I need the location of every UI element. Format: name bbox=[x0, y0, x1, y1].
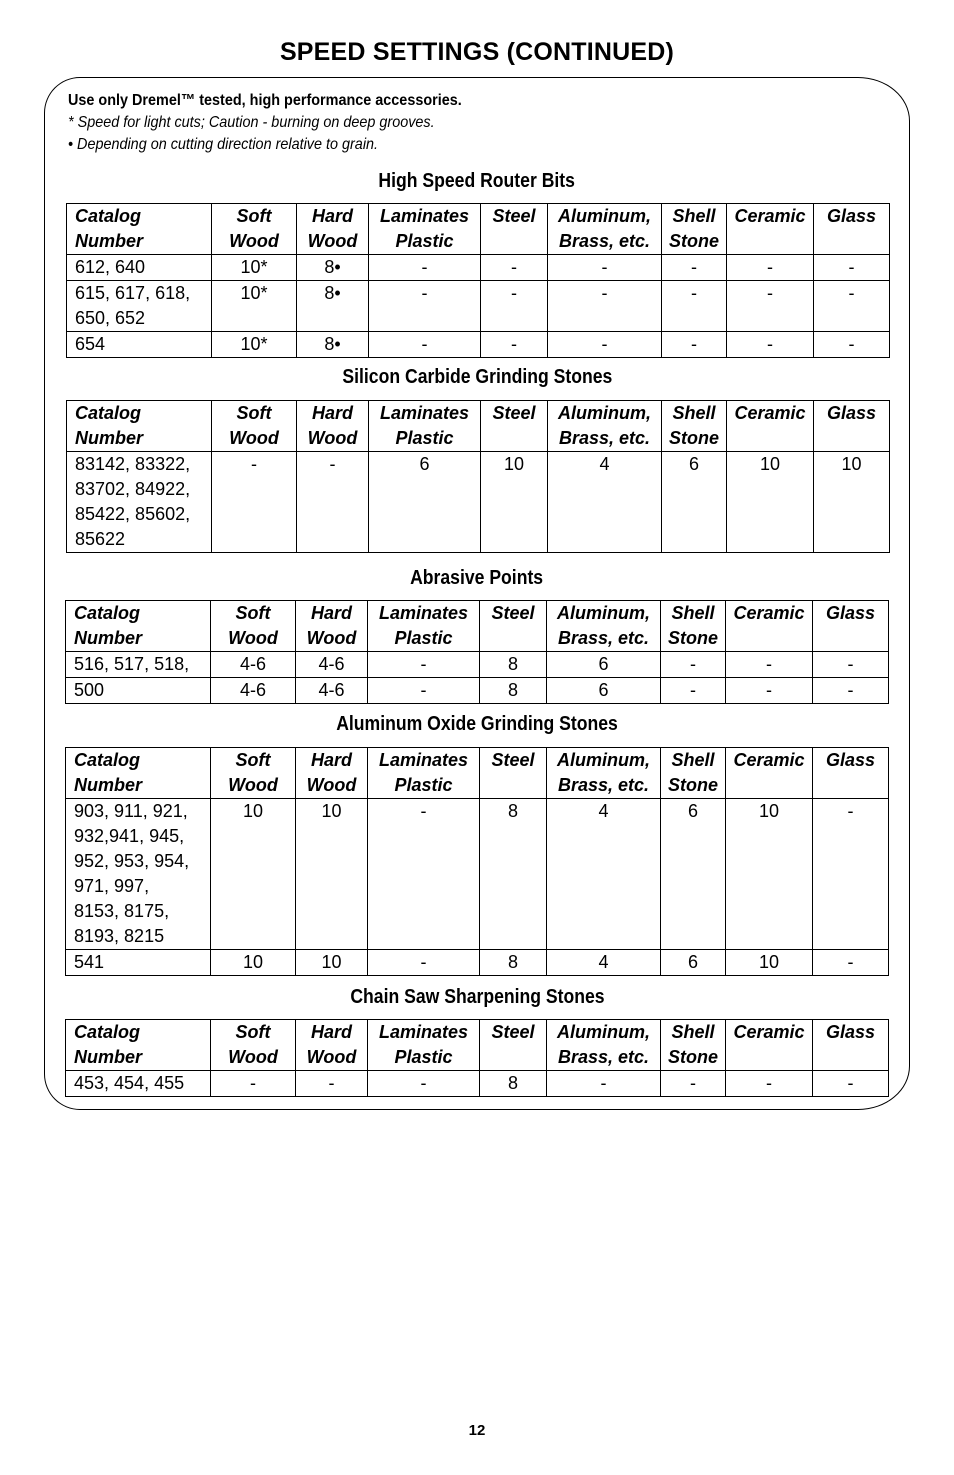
soft-wood-cell: 10* bbox=[212, 332, 297, 358]
table-row bbox=[67, 332, 890, 358]
table-header-row bbox=[67, 401, 890, 452]
ceramic-cell: 10 bbox=[726, 799, 813, 950]
section-title bbox=[0, 986, 954, 1009]
catalog-number-line: 654 bbox=[75, 334, 106, 354]
section-title bbox=[0, 366, 954, 389]
steel-cell: - bbox=[481, 332, 548, 358]
table-row bbox=[67, 281, 890, 332]
steel-cell: 8 bbox=[480, 950, 547, 976]
header-aluminum-brass-line: Brass, etc. bbox=[558, 428, 651, 448]
header-shell-stone bbox=[662, 401, 727, 452]
soft-wood-cell: 10 bbox=[211, 799, 296, 950]
header-soft-wood-line: Wood bbox=[229, 231, 279, 251]
header-steel-line: Steel bbox=[492, 206, 536, 226]
notes bbox=[68, 90, 506, 156]
speed-table bbox=[65, 600, 889, 704]
glass-cell: - bbox=[813, 950, 889, 976]
header-laminates-plastic bbox=[368, 601, 480, 652]
header-soft-wood-line: Wood bbox=[228, 1047, 278, 1067]
header-catalog-number-line: Number bbox=[74, 775, 143, 795]
header-hard-wood-line: Hard bbox=[311, 206, 353, 226]
glass-cell: - bbox=[814, 255, 890, 281]
header-steel bbox=[480, 601, 547, 652]
hard-wood-cell: 4-6 bbox=[296, 652, 368, 678]
header-glass-line: Glass bbox=[825, 750, 876, 770]
hard-wood-cell: 8• bbox=[297, 281, 369, 332]
header-laminates-plastic-line: Laminates bbox=[378, 750, 469, 770]
header-laminates-plastic bbox=[369, 401, 481, 452]
header-hard-wood-line: Hard bbox=[310, 603, 352, 623]
hard-wood-cell: 8• bbox=[297, 255, 369, 281]
catalog-number-line: 516, 517, 518, bbox=[74, 654, 190, 674]
note-grain-direction: • Depending on cutting direction relative to grain. bbox=[68, 136, 379, 153]
header-catalog-number-line: Catalog bbox=[75, 403, 142, 423]
shell-stone-cell: - bbox=[662, 332, 727, 358]
header-catalog-number bbox=[66, 601, 211, 652]
header-soft-wood bbox=[211, 601, 296, 652]
laminates-plastic-cell: - bbox=[369, 332, 481, 358]
header-hard-wood-line: Hard bbox=[310, 1022, 352, 1042]
header-soft-wood bbox=[211, 1020, 296, 1071]
header-glass bbox=[813, 748, 889, 799]
header-glass bbox=[814, 204, 890, 255]
header-shell-stone bbox=[661, 748, 726, 799]
laminates-plastic-cell: - bbox=[369, 281, 481, 332]
catalog-number-line: 971, 997, bbox=[74, 876, 150, 896]
section-title bbox=[0, 170, 954, 193]
soft-wood-cell: 4-6 bbox=[211, 652, 296, 678]
catalog-number-cell bbox=[66, 1071, 211, 1097]
table-row bbox=[66, 1071, 889, 1097]
header-soft-wood bbox=[211, 748, 296, 799]
aluminum-brass-cell: 6 bbox=[547, 678, 661, 704]
table-row bbox=[67, 255, 890, 281]
header-laminates-plastic-line: Plastic bbox=[394, 1047, 453, 1067]
ceramic-cell: - bbox=[726, 678, 813, 704]
header-soft-wood-line: Soft bbox=[235, 750, 271, 770]
catalog-number-cell bbox=[67, 332, 212, 358]
ceramic-cell: - bbox=[726, 1071, 813, 1097]
header-steel bbox=[481, 401, 548, 452]
header-shell-stone-line: Shell bbox=[671, 1022, 715, 1042]
header-hard-wood-line: Wood bbox=[307, 231, 358, 251]
header-soft-wood-line: Soft bbox=[236, 206, 272, 226]
catalog-number-line: 8193, 8215 bbox=[74, 926, 165, 946]
header-hard-wood bbox=[297, 204, 369, 255]
table-header-row bbox=[66, 601, 889, 652]
header-shell-stone-line: Stone bbox=[667, 775, 718, 795]
laminates-plastic-cell: - bbox=[368, 652, 480, 678]
laminates-plastic-cell: - bbox=[368, 1071, 480, 1097]
ceramic-cell: - bbox=[727, 332, 814, 358]
catalog-number-line: 453, 454, 455 bbox=[74, 1073, 185, 1093]
header-ceramic bbox=[726, 601, 813, 652]
header-shell-stone bbox=[661, 601, 726, 652]
ceramic-cell: - bbox=[727, 281, 814, 332]
table-header-row bbox=[66, 748, 889, 799]
header-catalog-number-line: Catalog bbox=[74, 1022, 141, 1042]
header-aluminum-brass-line: Brass, etc. bbox=[557, 775, 650, 795]
header-shell-stone-line: Stone bbox=[668, 428, 719, 448]
aluminum-brass-cell: - bbox=[548, 281, 662, 332]
header-aluminum-brass bbox=[548, 204, 662, 255]
header-hard-wood-line: Wood bbox=[306, 1047, 357, 1067]
header-catalog-number bbox=[66, 748, 211, 799]
catalog-number-cell bbox=[67, 452, 212, 553]
header-laminates-plastic-line: Plastic bbox=[394, 628, 453, 648]
soft-wood-cell: - bbox=[212, 452, 297, 553]
shell-stone-cell: - bbox=[661, 678, 726, 704]
note-accessories: Use only Dremel™ tested, high performance accessories. bbox=[68, 92, 462, 109]
header-shell-stone-line: Stone bbox=[668, 231, 719, 251]
header-aluminum-brass bbox=[548, 401, 662, 452]
header-hard-wood bbox=[296, 1020, 368, 1071]
header-glass-line: Glass bbox=[826, 403, 877, 423]
header-shell-stone-line: Shell bbox=[672, 403, 716, 423]
header-laminates-plastic-line: Laminates bbox=[378, 1022, 469, 1042]
header-aluminum-brass bbox=[547, 1020, 661, 1071]
header-aluminum-brass-line: Aluminum, bbox=[557, 603, 650, 623]
hard-wood-cell: 8• bbox=[297, 332, 369, 358]
header-laminates-plastic-line: Laminates bbox=[379, 403, 470, 423]
catalog-number-line: 615, 617, 618, bbox=[75, 283, 191, 303]
header-hard-wood-line: Wood bbox=[307, 428, 358, 448]
aluminum-brass-cell: 4 bbox=[547, 799, 661, 950]
section-title bbox=[0, 567, 954, 590]
header-ceramic-line: Ceramic bbox=[734, 403, 806, 423]
header-laminates-plastic bbox=[368, 748, 480, 799]
laminates-plastic-cell: - bbox=[368, 799, 480, 950]
section-title-text: Chain Saw Sharpening Stones bbox=[349, 986, 605, 1008]
speed-table bbox=[66, 203, 890, 358]
catalog-number-line: 85622 bbox=[75, 529, 126, 549]
hard-wood-cell: 4-6 bbox=[296, 678, 368, 704]
laminates-plastic-cell: 6 bbox=[369, 452, 481, 553]
header-hard-wood-line: Hard bbox=[311, 403, 353, 423]
steel-cell: 8 bbox=[480, 652, 547, 678]
header-steel-line: Steel bbox=[491, 603, 535, 623]
hard-wood-cell: - bbox=[296, 1071, 368, 1097]
section-title-text: Silicon Carbide Grinding Stones bbox=[342, 366, 612, 388]
speed-table bbox=[65, 747, 889, 976]
hard-wood-cell: 10 bbox=[296, 950, 368, 976]
note-speed-caution: * Speed for light cuts; Caution - burning on deep grooves. bbox=[68, 114, 435, 131]
speed-table bbox=[66, 400, 890, 553]
page-number: 12 bbox=[468, 1422, 486, 1439]
catalog-number-line: 500 bbox=[74, 680, 105, 700]
section-title-text: High Speed Router Bits bbox=[378, 170, 576, 192]
soft-wood-cell: 10* bbox=[212, 281, 297, 332]
page-title: SPEED SETTINGS (CONTINUED) bbox=[279, 38, 675, 66]
hard-wood-cell: - bbox=[297, 452, 369, 553]
header-soft-wood-line: Soft bbox=[236, 403, 272, 423]
header-soft-wood-line: Soft bbox=[235, 603, 271, 623]
header-catalog-number-line: Catalog bbox=[75, 206, 142, 226]
table-header-row bbox=[67, 204, 890, 255]
header-ceramic-line: Ceramic bbox=[733, 750, 805, 770]
header-soft-wood-line: Soft bbox=[235, 1022, 271, 1042]
ceramic-cell: - bbox=[727, 255, 814, 281]
header-shell-stone bbox=[662, 204, 727, 255]
hard-wood-cell: 10 bbox=[296, 799, 368, 950]
header-glass-line: Glass bbox=[825, 1022, 876, 1042]
header-aluminum-brass bbox=[547, 601, 661, 652]
header-hard-wood-line: Wood bbox=[306, 775, 357, 795]
laminates-plastic-cell: - bbox=[368, 678, 480, 704]
header-aluminum-brass-line: Brass, etc. bbox=[557, 628, 650, 648]
header-laminates-plastic-line: Laminates bbox=[378, 603, 469, 623]
catalog-number-cell bbox=[67, 281, 212, 332]
header-aluminum-brass bbox=[547, 748, 661, 799]
catalog-number-line: 83142, 83322, bbox=[75, 454, 191, 474]
ceramic-cell: 10 bbox=[726, 950, 813, 976]
header-catalog-number-line: Catalog bbox=[74, 603, 141, 623]
catalog-number-line: 541 bbox=[74, 952, 105, 972]
aluminum-brass-cell: - bbox=[548, 332, 662, 358]
header-aluminum-brass-line: Aluminum, bbox=[558, 206, 651, 226]
laminates-plastic-cell: - bbox=[369, 255, 481, 281]
header-ceramic bbox=[727, 204, 814, 255]
header-glass bbox=[814, 401, 890, 452]
shell-stone-cell: 6 bbox=[661, 799, 726, 950]
header-glass bbox=[813, 1020, 889, 1071]
header-steel-line: Steel bbox=[492, 403, 536, 423]
steel-cell: - bbox=[481, 281, 548, 332]
table-row bbox=[66, 950, 889, 976]
header-soft-wood-line: Wood bbox=[228, 775, 278, 795]
header-shell-stone-line: Shell bbox=[671, 750, 715, 770]
steel-cell: 8 bbox=[480, 1071, 547, 1097]
aluminum-brass-cell: 6 bbox=[547, 652, 661, 678]
shell-stone-cell: 6 bbox=[662, 452, 727, 553]
header-ceramic-line: Ceramic bbox=[733, 603, 805, 623]
header-steel-line: Steel bbox=[491, 1022, 535, 1042]
catalog-number-line: 83702, 84922, bbox=[75, 479, 191, 499]
header-hard-wood bbox=[297, 401, 369, 452]
header-catalog-number-line: Number bbox=[74, 1047, 143, 1067]
header-shell-stone-line: Shell bbox=[672, 206, 716, 226]
header-catalog-number-line: Number bbox=[75, 428, 144, 448]
steel-cell: - bbox=[481, 255, 548, 281]
header-aluminum-brass-line: Aluminum, bbox=[558, 403, 651, 423]
header-laminates-plastic bbox=[369, 204, 481, 255]
glass-cell: - bbox=[813, 652, 889, 678]
catalog-number-line: 903, 911, 921, bbox=[74, 801, 188, 821]
catalog-number-line: 932,941, 945, bbox=[74, 826, 185, 846]
steel-cell: 8 bbox=[480, 799, 547, 950]
header-catalog-number-line: Catalog bbox=[74, 750, 141, 770]
shell-stone-cell: - bbox=[661, 1071, 726, 1097]
table-row bbox=[66, 652, 889, 678]
aluminum-brass-cell: - bbox=[548, 255, 662, 281]
header-laminates-plastic-line: Plastic bbox=[394, 775, 453, 795]
header-soft-wood-line: Wood bbox=[229, 428, 279, 448]
header-hard-wood-line: Hard bbox=[310, 750, 352, 770]
header-ceramic bbox=[726, 748, 813, 799]
header-catalog-number-line: Number bbox=[75, 231, 144, 251]
section-title-text: Aluminum Oxide Grinding Stones bbox=[336, 713, 618, 735]
header-steel-line: Steel bbox=[491, 750, 535, 770]
header-steel bbox=[480, 748, 547, 799]
header-shell-stone-line: Stone bbox=[667, 628, 718, 648]
catalog-number-cell bbox=[66, 678, 211, 704]
header-ceramic bbox=[726, 1020, 813, 1071]
header-aluminum-brass-line: Brass, etc. bbox=[557, 1047, 650, 1067]
catalog-number-cell bbox=[67, 255, 212, 281]
header-hard-wood-line: Wood bbox=[306, 628, 357, 648]
shell-stone-cell: 6 bbox=[661, 950, 726, 976]
shell-stone-cell: - bbox=[661, 652, 726, 678]
aluminum-brass-cell: 4 bbox=[547, 950, 661, 976]
header-glass bbox=[813, 601, 889, 652]
glass-cell: - bbox=[814, 332, 890, 358]
soft-wood-cell: 10* bbox=[212, 255, 297, 281]
catalog-number-line: 8153, 8175, bbox=[74, 901, 170, 921]
header-laminates-plastic-line: Plastic bbox=[395, 428, 454, 448]
header-hard-wood bbox=[296, 601, 368, 652]
soft-wood-cell: 4-6 bbox=[211, 678, 296, 704]
header-shell-stone-line: Stone bbox=[667, 1047, 718, 1067]
table-row bbox=[66, 678, 889, 704]
catalog-number-line: 650, 652 bbox=[75, 308, 146, 328]
header-shell-stone-line: Shell bbox=[671, 603, 715, 623]
catalog-number-line: 952, 953, 954, bbox=[74, 851, 190, 871]
header-laminates-plastic-line: Laminates bbox=[379, 206, 470, 226]
aluminum-brass-cell: 4 bbox=[548, 452, 662, 553]
catalog-number-line: 85422, 85602, bbox=[75, 504, 191, 524]
table-header-row bbox=[66, 1020, 889, 1071]
header-laminates-plastic-line: Plastic bbox=[395, 231, 454, 251]
catalog-number-cell bbox=[66, 799, 211, 950]
header-glass-line: Glass bbox=[825, 603, 876, 623]
steel-cell: 8 bbox=[480, 678, 547, 704]
glass-cell: - bbox=[813, 678, 889, 704]
table-row bbox=[67, 452, 890, 553]
shell-stone-cell: - bbox=[662, 255, 727, 281]
header-laminates-plastic bbox=[368, 1020, 480, 1071]
section-title bbox=[0, 713, 954, 736]
header-ceramic-line: Ceramic bbox=[733, 1022, 805, 1042]
header-aluminum-brass-line: Brass, etc. bbox=[558, 231, 651, 251]
header-ceramic-line: Ceramic bbox=[734, 206, 806, 226]
header-shell-stone bbox=[661, 1020, 726, 1071]
header-catalog-number-line: Number bbox=[74, 628, 143, 648]
catalog-number-cell bbox=[66, 652, 211, 678]
aluminum-brass-cell: - bbox=[547, 1071, 661, 1097]
header-soft-wood bbox=[212, 204, 297, 255]
header-hard-wood bbox=[296, 748, 368, 799]
catalog-number-line: 612, 640 bbox=[75, 257, 146, 277]
header-ceramic bbox=[727, 401, 814, 452]
glass-cell: - bbox=[814, 281, 890, 332]
steel-cell: 10 bbox=[481, 452, 548, 553]
shell-stone-cell: - bbox=[662, 281, 727, 332]
soft-wood-cell: - bbox=[211, 1071, 296, 1097]
header-aluminum-brass-line: Aluminum, bbox=[557, 750, 650, 770]
table-row bbox=[66, 799, 889, 950]
soft-wood-cell: 10 bbox=[211, 950, 296, 976]
header-soft-wood bbox=[212, 401, 297, 452]
glass-cell: - bbox=[813, 1071, 889, 1097]
header-soft-wood-line: Wood bbox=[228, 628, 278, 648]
glass-cell: 10 bbox=[814, 452, 890, 553]
glass-cell: - bbox=[813, 799, 889, 950]
section-title-text: Abrasive Points bbox=[410, 567, 544, 589]
header-glass-line: Glass bbox=[826, 206, 877, 226]
ceramic-cell: - bbox=[726, 652, 813, 678]
header-catalog-number bbox=[66, 1020, 211, 1071]
header-steel bbox=[480, 1020, 547, 1071]
laminates-plastic-cell: - bbox=[368, 950, 480, 976]
ceramic-cell: 10 bbox=[727, 452, 814, 553]
catalog-number-cell bbox=[66, 950, 211, 976]
speed-table bbox=[65, 1019, 889, 1097]
header-catalog-number bbox=[67, 204, 212, 255]
header-aluminum-brass-line: Aluminum, bbox=[557, 1022, 650, 1042]
header-catalog-number bbox=[67, 401, 212, 452]
header-steel bbox=[481, 204, 548, 255]
